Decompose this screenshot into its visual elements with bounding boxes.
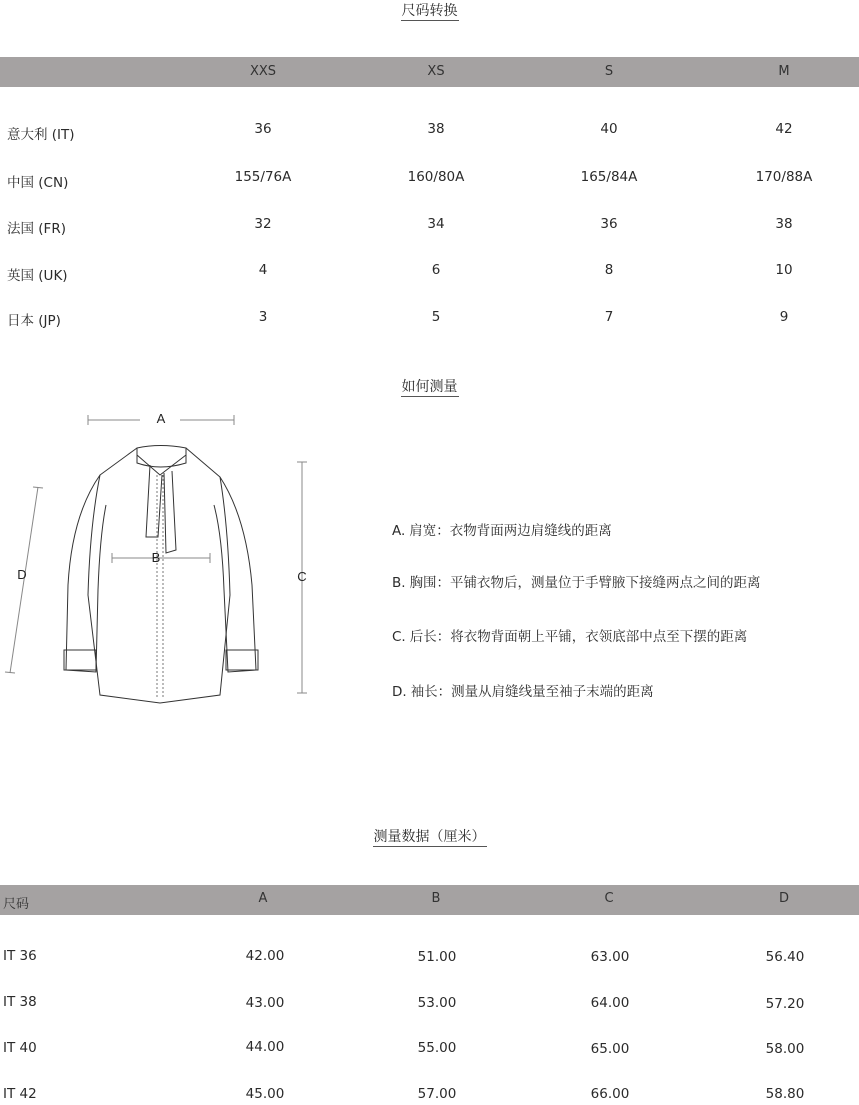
conversion-cell: 7	[604, 309, 614, 325]
diagram-label-a: A	[156, 411, 166, 426]
measurement-cell: 58.00	[765, 1041, 805, 1057]
conversion-col-s: S	[604, 64, 614, 79]
conversion-cell: 160/80A	[407, 169, 465, 185]
measurement-row-label: IT 42	[3, 1086, 37, 1102]
measurement-data-title: 测量数据（厘米）	[373, 829, 486, 845]
measurement-cell: 44.00	[245, 1039, 285, 1055]
conversion-cell: 3	[258, 309, 268, 325]
conversion-cell: 6	[431, 262, 441, 278]
measurement-cell: 57.20	[765, 996, 805, 1012]
conversion-cell: 155/76A	[234, 169, 292, 185]
conversion-cell: 42	[775, 121, 793, 137]
measurement-cell: 42.00	[245, 948, 285, 964]
measurement-col-d: D	[778, 891, 790, 906]
measurement-cell: 66.00	[590, 1086, 630, 1102]
conversion-cell: 36	[600, 216, 618, 232]
shirt-diagram	[0, 405, 330, 705]
conversion-row-label: 法国 (FR)	[7, 221, 66, 237]
conversion-col-m: M	[778, 64, 790, 79]
conversion-cell: 38	[775, 216, 793, 232]
measurement-col-size: 尺码	[3, 897, 30, 912]
conversion-cell: 5	[431, 309, 441, 325]
measure-item-d: D. 袖长：测量从肩缝线量至袖子末端的距离	[392, 684, 654, 700]
conversion-row-label: 中国 (CN)	[7, 175, 69, 191]
conversion-row-label: 意大利 (IT)	[7, 127, 75, 143]
conversion-cell: 38	[427, 121, 445, 137]
measurement-cell: 51.00	[417, 949, 457, 965]
conversion-cell: 10	[775, 262, 793, 278]
conversion-col-xxs: XXS	[249, 64, 277, 79]
conversion-cell: 36	[254, 121, 272, 137]
how-to-measure-title: 如何测量	[401, 379, 458, 395]
measurement-cell: 65.00	[590, 1041, 630, 1057]
conversion-cell: 4	[258, 262, 268, 278]
conversion-col-xs: XS	[427, 64, 445, 79]
size-conversion-title: 尺码转换	[401, 3, 458, 19]
measure-item-b: B. 胸围：平铺衣物后，测量位于手臂腋下接缝两点之间的距离	[392, 575, 761, 591]
measurement-cell: 64.00	[590, 995, 630, 1011]
measurement-cell: 58.80	[765, 1086, 805, 1102]
diagram-label-c: C	[297, 569, 307, 584]
measurement-col-a: A	[258, 891, 268, 906]
measure-item-c: C. 后长：将衣物背面朝上平铺，衣领底部中点至下摆的距离	[392, 629, 748, 645]
measurement-cell: 57.00	[417, 1086, 457, 1102]
conversion-cell: 8	[604, 262, 614, 278]
conversion-cell: 32	[254, 216, 272, 232]
conversion-cell: 165/84A	[580, 169, 638, 185]
conversion-cell: 40	[600, 121, 618, 137]
conversion-row-label: 日本 (JP)	[7, 313, 61, 329]
measurement-row-label: IT 40	[3, 1040, 37, 1056]
measurement-col-b: B	[431, 891, 441, 906]
measure-item-a: A. 肩宽：衣物背面两边肩缝线的距离	[392, 523, 612, 539]
measurement-cell: 45.00	[245, 1086, 285, 1102]
measurement-cell: 55.00	[417, 1040, 457, 1056]
measurement-col-c: C	[604, 891, 614, 906]
measurement-cell: 63.00	[590, 949, 630, 965]
measurement-row-label: IT 38	[3, 994, 37, 1010]
measurement-cell: 43.00	[245, 995, 285, 1011]
conversion-row-label: 英国 (UK)	[7, 268, 68, 284]
conversion-cell: 34	[427, 216, 445, 232]
measurement-header-bar	[0, 885, 859, 915]
diagram-label-d: D	[17, 567, 27, 582]
conversion-cell: 9	[779, 309, 789, 325]
diagram-label-b: B	[151, 550, 161, 565]
measurement-cell: 56.40	[765, 949, 805, 965]
measurement-cell: 53.00	[417, 995, 457, 1011]
measurement-row-label: IT 36	[3, 948, 37, 964]
conversion-cell: 170/88A	[755, 169, 813, 185]
